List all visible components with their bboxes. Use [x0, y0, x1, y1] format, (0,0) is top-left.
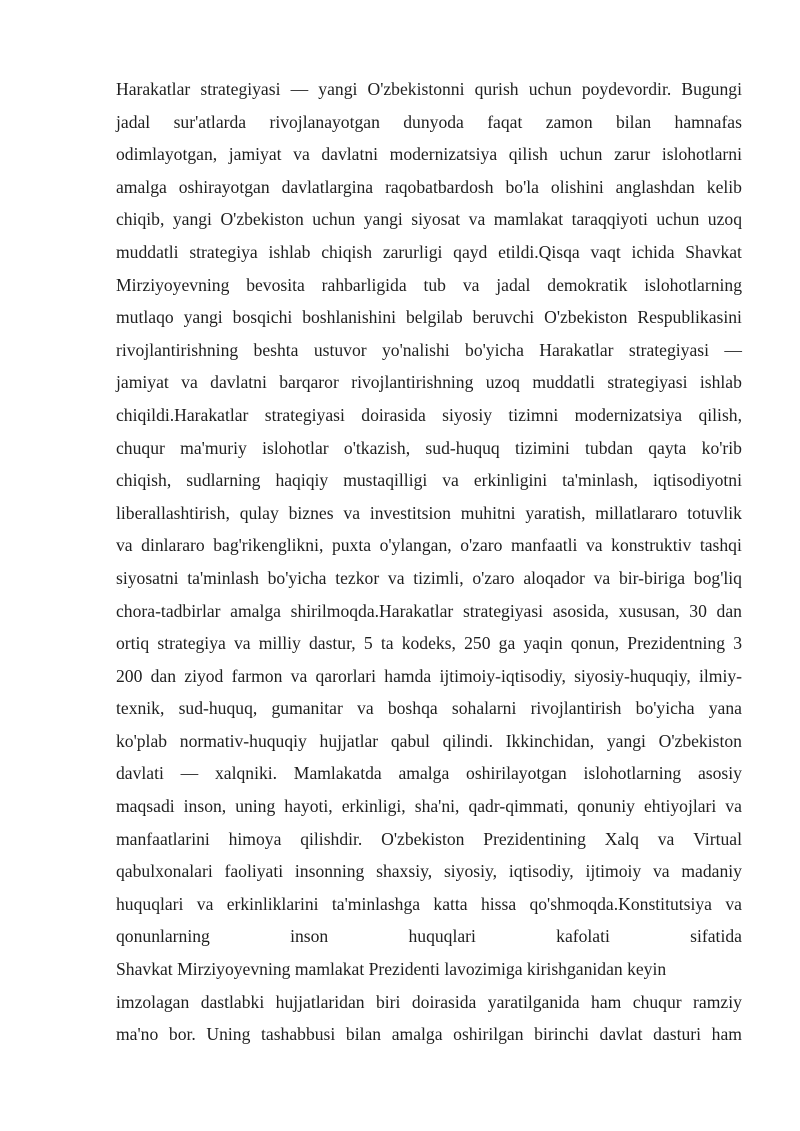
body-paragraph	[116, 73, 742, 1051]
text-line: chuqur ma'muriy islohotlar o'tkazish, sud-huquq tizimini tubdan qayta ko'rib	[116, 437, 742, 458]
text-line: amalga oshirayotgan davlatlargina raqobatbardosh bo'la olishini anglashdan kelib	[116, 176, 742, 197]
text-line: davlati — xalqniki. Mamlakatda amalga oshirilayotgan islohotlarning asosiy	[116, 763, 742, 784]
text-line: jadal sur'atlarda rivojlanayotgan dunyoda faqat zamon bilan hamnafas	[116, 111, 742, 132]
text-line: siyosatni ta'minlash bo'yicha tezkor va tizimli, o'zaro aloqador va bir-biriga bog'liq	[116, 567, 742, 588]
text-line: Harakatlar strategiyasi — yangi O'zbekistonni qurish uchun poydevordir. Bugungi	[116, 79, 742, 99]
text-line: qabulxonalari faoliyati insonning shaxsiy, siyosiy, iqtisodiy, ijtimoiy va madaniy	[116, 861, 742, 882]
text-line: ma'no bor. Uning tashabbusi bilan amalga oshirilgan birinchi davlat dasturi ham	[116, 1024, 742, 1045]
text-line: maqsadi inson, uning hayoti, erkinligi, sha'ni, qadr-qimmati, qonuniy ehtiyojlari va	[116, 796, 742, 817]
text-line: liberallashtirish, qulay biznes va investitsion muhitni yaratish, millatlararo totuvlik	[116, 502, 742, 523]
text-line: chiqib, yangi O'zbekiston uchun yangi siyosat va mamlakat taraqqiyoti uchun uzoq	[116, 209, 742, 230]
text-line: qonunlarning inson huquqlari kafolati sifatida	[116, 926, 742, 947]
text-line: jamiyat va davlatni barqaror rivojlantirishning uzoq muddatli strategiyasi ishlab	[116, 372, 742, 393]
text-line: odimlayotgan, jamiyat va davlatni modernizatsiya qilish uchun zarur islohotlarni	[116, 144, 742, 165]
text-line: chiqildi.Harakatlar strategiyasi doirasida siyosiy tizimni modernizatsiya qilish,	[116, 404, 742, 425]
text-line: huquqlari va erkinliklarini ta'minlashga katta hissa qo'shmoqda.Konstitutsiya va	[116, 893, 742, 914]
text-line: texnik, sud-huquq, gumanitar va boshqa sohalarni rivojlantirish bo'yicha yana	[116, 698, 742, 719]
text-line: Shavkat Mirziyoyevning mamlakat Prezidenti lavozimiga kirishganidan keyin	[116, 959, 667, 980]
text-line: ko'plab normativ-huquqiy hujjatlar qabul qilindi. Ikkinchidan, yangi O'zbekiston	[116, 730, 742, 751]
text-line: muddatli strategiya ishlab chiqish zarurligi qayd etildi.Qisqa vaqt ichida Shavkat	[116, 241, 742, 262]
text-line: 200 dan ziyod farmon va qarorlari hamda ijtimoiy-iqtisodiy, siyosiy-huquqiy, ilmiy-	[116, 665, 742, 686]
text-line: chiqish, sudlarning haqiqiy mustaqilligi va erkinligini ta'minlash, iqtisodiyotni	[116, 470, 742, 491]
text-line: imzolagan dastlabki hujjatlaridan biri doirasida yaratilganida ham chuqur ramziy	[116, 991, 742, 1012]
text-line: rivojlantirishning beshta ustuvor yo'nalishi bo'yicha Harakatlar strategiyasi —	[116, 339, 742, 360]
text-line: ortiq strategiya va milliy dastur, 5 ta kodeks, 250 ga yaqin qonun, Prezidentning 3	[116, 633, 742, 654]
text-line: mutlaqo yangi bosqichi boshlanishini belgilab beruvchi O'zbekiston Respublikasini	[116, 307, 742, 328]
text-line: manfaatlarini himoya qilishdir. O'zbekiston Prezidentining Xalq va Virtual	[116, 828, 742, 849]
text-line: Mirziyoyevning bevosita rahbarligida tub va jadal demokratik islohotlarning	[116, 274, 742, 295]
text-line: chora-tadbirlar amalga shirilmoqda.Harakatlar strategiyasi asosida, xususan, 30 dan	[116, 600, 742, 621]
text-line: va dinlararo bag'rikenglikni, puxta o'ylangan, o'zaro manfaatli va konstruktiv tashqi	[116, 535, 742, 556]
